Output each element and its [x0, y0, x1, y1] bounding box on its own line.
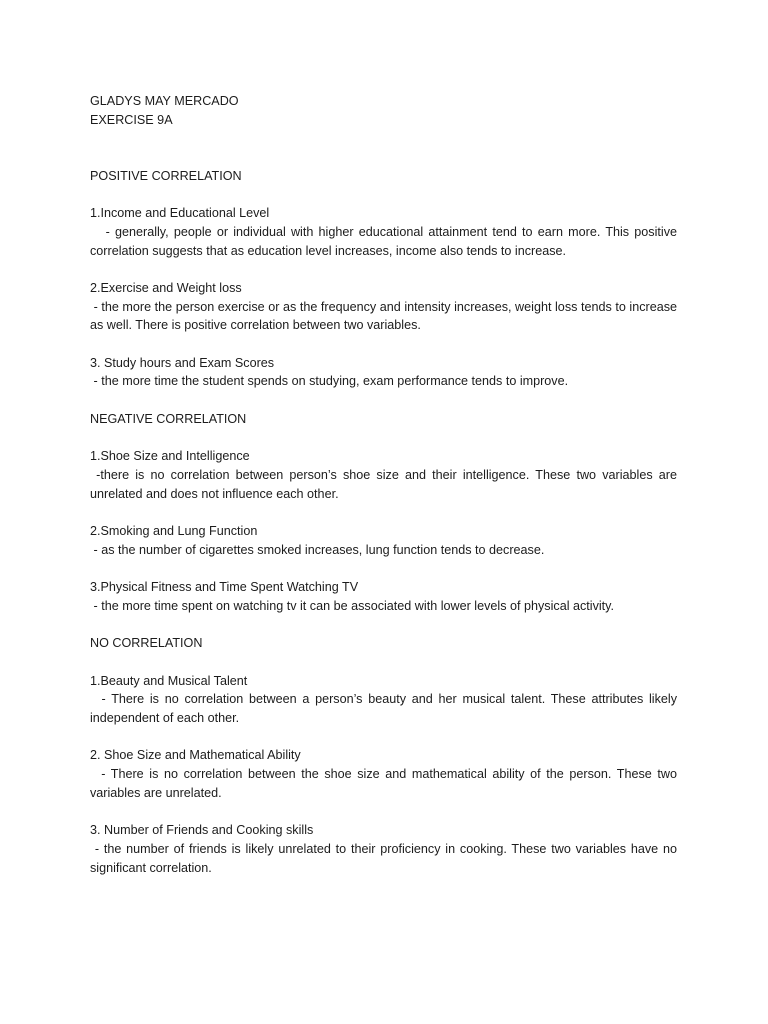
document-page [90, 92, 681, 877]
item-description: - the more time the student spends on studying, exam performance tends to improve. [90, 374, 569, 389]
section-heading-none: NO CORRELATION [90, 636, 203, 651]
item-description: - generally, people or individual with higher educational attainment tend to earn more. This positive correlation suggests that as education level increases, income also tends to increase. [90, 224, 681, 258]
item-title: 1.Shoe Size and Intelligence [90, 449, 250, 464]
item-description: -there is no correlation between person’s shoe size and their intelligence. These two variables are unrelated and does not influence each other. [90, 467, 681, 501]
item-description: - the more the person exercise or as the frequency and intensity increases, weight loss tends to increase as well. There is positive correlation between two variables. [90, 299, 681, 333]
item-title: 2.Smoking and Lung Function [90, 524, 258, 539]
item-description: - the number of friends is likely unrelated to their proficiency in cooking. These two variables have no significant correlation. [90, 841, 681, 875]
item-title: 1.Beauty and Musical Talent [90, 673, 248, 688]
section-heading-positive: POSITIVE CORRELATION [90, 168, 242, 183]
exercise-label: EXERCISE 9A [90, 112, 173, 127]
item-description: - There is no correlation between a person’s beauty and her musical talent. These attributes likely independent of each other. [90, 692, 681, 726]
item-description: - the more time spent on watching tv it can be associated with lower levels of physical activity. [90, 598, 615, 613]
item-title: 2.Exercise and Weight loss [90, 280, 242, 295]
item-description: - as the number of cigarettes smoked increases, lung function tends to decrease. [90, 542, 545, 557]
section-heading-negative: NEGATIVE CORRELATION [90, 411, 247, 426]
student-name: GLADYS MAY MERCADO [90, 94, 239, 108]
item-description: - There is no correlation between the shoe size and mathematical ability of the person. These two variables are unrelated. [90, 767, 681, 800]
item-title: 3. Number of Friends and Cooking skills [90, 823, 314, 838]
item-title: 3. Study hours and Exam Scores [90, 355, 275, 370]
item-title: 3.Physical Fitness and Time Spent Watching TV [90, 580, 359, 595]
item-title: 2. Shoe Size and Mathematical Ability [90, 748, 301, 763]
item-title: 1.Income and Educational Level [90, 206, 270, 221]
